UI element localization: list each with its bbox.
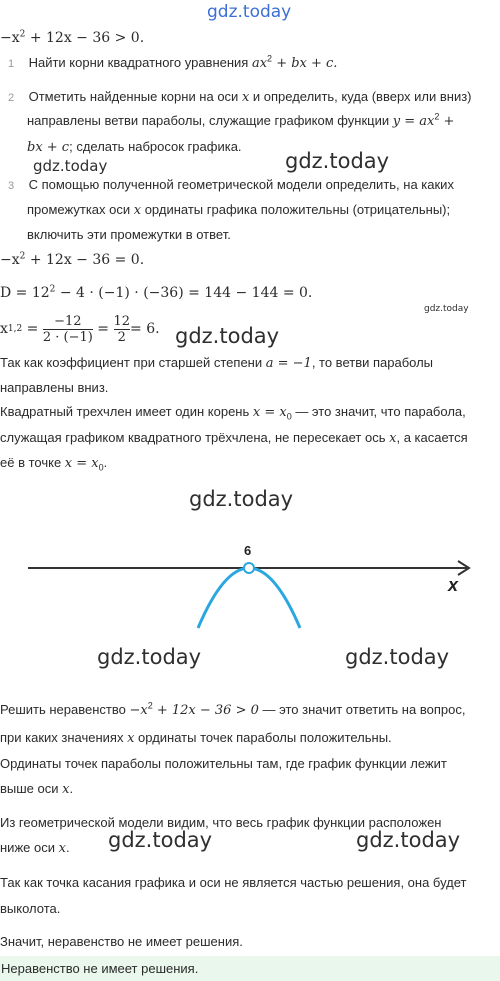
solution-s3-l2-x: x xyxy=(58,841,66,856)
step-3-l2-b: ординаты графика положительны (отрицательны); xyxy=(141,202,451,217)
step-2-l3-b: ; сделать набросок графика. xyxy=(69,139,242,154)
answer-box xyxy=(0,956,500,981)
explain-p2-line-2 xyxy=(0,430,468,447)
watermark-7: gdz.today xyxy=(345,645,450,669)
roots-formula: x 1,2 = $\frac{-12}{2 \cdot (-1)}$ = $\frac{12}{2}$ = 6. xyxy=(0,313,160,345)
solution-s2-l2-b: . xyxy=(69,781,74,796)
solution-s2-l2-x: x xyxy=(62,782,70,797)
explain-p2-b: — это значит, что парабола, xyxy=(291,404,466,419)
parabola-curve xyxy=(198,568,300,628)
explain-p2-l2-x: x xyxy=(389,431,397,446)
axis-label-x: x xyxy=(448,575,459,595)
answer-text: Неравенство не имеет решения. xyxy=(1,961,199,976)
step-1-math: ax xyxy=(251,56,268,71)
discriminant: $D = 12^2 - 4 \cdot (-1) \cdot (-36) = 144 - 144 = 0$. xyxy=(0,284,313,301)
solution-s4-line-2: выколота. xyxy=(0,901,61,916)
watermark-4: gdz.today xyxy=(175,324,280,348)
explain-p1-a: Так как коэффициент при старшей степени xyxy=(0,355,266,370)
explain-p2-math: x = x xyxy=(252,405,287,420)
solution-s4-line-1: Так как точка касания графика и оси не является частью решения, она будет xyxy=(0,875,467,890)
roots-fraction-1 xyxy=(43,314,93,345)
explain-p1-line-2: направлены вниз. xyxy=(0,380,109,395)
watermark-6: gdz.today xyxy=(97,645,202,669)
step-2-number: 2 xyxy=(8,92,15,104)
solution-s1-line-2 xyxy=(0,730,392,747)
roots-lhs: x xyxy=(0,321,8,337)
watermark-8: gdz.today xyxy=(108,828,213,852)
step-2-line-3 xyxy=(27,139,242,156)
step-2-l1-a: Отметить найденные корни на оси xyxy=(28,89,242,104)
roots-eq-2: = xyxy=(92,321,114,337)
step-1: 1 Найти корни квадратного уравнения $ax^2$ + bx + c. xyxy=(8,53,338,71)
step-3-l2-a: промежутках оси xyxy=(27,202,134,217)
step-2-l2-a: направлены ветви параболы, служащие графиком функции xyxy=(27,113,393,128)
solution-s1-math-b: + 12x − 36 > 0 xyxy=(152,703,259,718)
roots-den-2: 2 xyxy=(117,329,126,345)
explain-p2-l3-sub: 0 xyxy=(98,462,104,473)
watermark-2: gdz.today xyxy=(285,149,390,173)
explain-p2-l3-a: её в точке xyxy=(0,455,65,470)
solution-s2-line-2 xyxy=(0,781,73,798)
watermark-5: gdz.today xyxy=(189,487,294,511)
tangent-point xyxy=(244,563,254,573)
solution-s1-math: −x xyxy=(129,703,148,718)
discriminant-a: D = 12 xyxy=(0,285,50,301)
equation: $-x^2 + 12x - 36 = 0$. xyxy=(0,251,145,268)
step-2-l1-b: и определить, куда (вверх или вниз) xyxy=(249,89,472,104)
solution-s1-line-1: Решить неравенство $-x^2 + 12x - 36 > 0$ — это значит ответить на вопрос, xyxy=(0,700,466,718)
solution-s3-l2-b: . xyxy=(65,840,70,855)
step-2-line-1 xyxy=(8,89,472,106)
explain-p2-l2-b: , а касается xyxy=(396,430,468,445)
solution-s1-l2-b: ординаты точек параболы положительны. xyxy=(134,730,392,745)
roots-fraction-2 xyxy=(114,314,131,345)
step-3-line-3 xyxy=(27,227,231,243)
step-1-text: Найти корни квадратного уравнения xyxy=(28,55,252,70)
equation-b: + 12x − 36 = 0. xyxy=(25,252,145,268)
solution-s1-l2-x: x xyxy=(127,731,135,746)
step-2-l3-math: bx + c xyxy=(27,140,70,155)
explain-p1-b: , то ветви параболы xyxy=(311,355,434,370)
roots-num-2: 12 xyxy=(113,313,131,329)
problem-part-a: −x xyxy=(0,30,20,46)
problem-inequality: $-x^2 + 12x - 36 > 0$. xyxy=(0,29,145,46)
solution-s3-line-1: Из геометрической модели видим, что весь график функции расположен xyxy=(0,815,442,830)
solution-s5: Значит, неравенство не имеет решения. xyxy=(0,934,243,949)
watermark-3: gdz.today xyxy=(424,304,469,314)
step-2-l2-math: y = ax xyxy=(392,114,435,129)
roots-den-1: 2 · (−1) xyxy=(42,329,93,345)
explain-p2-l3-b: . xyxy=(103,455,108,470)
solution-s3-line-2 xyxy=(0,840,70,857)
step-3-l2-x: x xyxy=(133,203,142,218)
solution-s1-l2-a: при каких значениях xyxy=(0,730,128,745)
problem-part-b: + 12x − 36 > 0. xyxy=(25,30,145,46)
equation-a: −x xyxy=(0,252,20,268)
step-3-line-2 xyxy=(27,202,450,219)
step-1-number: 1 xyxy=(8,58,15,70)
explain-p2-sub: 0 xyxy=(286,411,292,422)
roots-num-1: −12 xyxy=(54,313,82,329)
solution-s1-a: Решить неравенство xyxy=(0,702,130,717)
step-2-line-2: направлены ветви параболы, служащие графиком функции $y = ax^2$ + xyxy=(27,111,455,129)
step-3-number: 3 xyxy=(8,180,15,192)
explain-p2-line-1 xyxy=(0,404,466,421)
step-3-line-1 xyxy=(8,177,454,194)
solution-s3-l2-a: ниже оси xyxy=(0,840,59,855)
explain-p2-l2-a: служащая графиком квадратного трёхчлена, не пересекает ось xyxy=(0,430,390,445)
watermark-1: gdz.today xyxy=(33,157,108,175)
parabola-graph xyxy=(0,530,500,640)
watermark-top: gdz.today xyxy=(207,2,292,22)
solution-s2-line-1: Ординаты точек параболы положительны там, где график функции лежит xyxy=(0,756,447,771)
solution-s2-l2-a: выше оси xyxy=(0,781,63,796)
step-1-math-b: + bx + c. xyxy=(272,56,338,71)
step-2-l1-x: x xyxy=(241,90,250,105)
solution-s1-b: — это значит ответить на вопрос, xyxy=(258,702,466,717)
explain-p2-a: Квадратный трехчлен имеет один корень xyxy=(0,404,253,419)
step-3-l1: С помощью полученной геометрической модели определить, на каких xyxy=(28,177,454,192)
point-label-6: 6 xyxy=(244,543,252,558)
explain-p2-l3-math: x = x xyxy=(64,456,99,471)
step-3-l3: включить эти промежутки в ответ. xyxy=(27,227,231,242)
watermark-9: gdz.today xyxy=(356,828,461,852)
discriminant-b: − 4 · (−1) · (−36) = 144 − 144 = 0. xyxy=(55,285,313,301)
explain-p2-line-3 xyxy=(0,455,107,472)
explain-p1-line-1 xyxy=(0,355,433,372)
step-2-l2-math-b: + xyxy=(439,114,455,129)
roots-eq: = xyxy=(22,321,43,337)
explain-p1-math: a = −1 xyxy=(265,356,312,371)
roots-tail: = 6. xyxy=(130,321,160,337)
